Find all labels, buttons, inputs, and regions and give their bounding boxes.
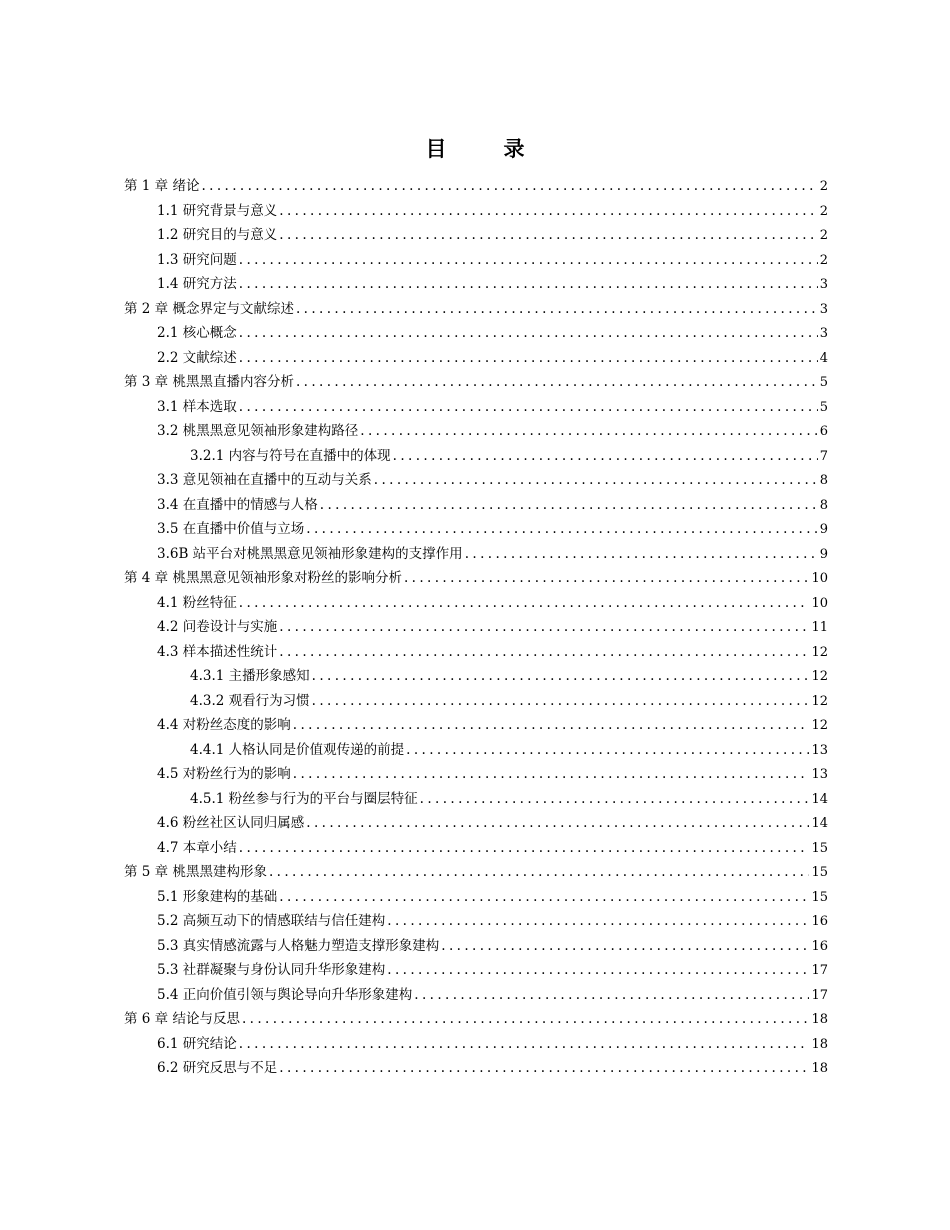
dot-leader bbox=[239, 272, 818, 297]
page-title: 目 录 bbox=[425, 137, 543, 161]
toc-entry-page-number: 16 bbox=[811, 938, 828, 954]
toc-entry[interactable] bbox=[124, 615, 828, 640]
dot-leader bbox=[420, 787, 810, 812]
toc-entry-page-number: 17 bbox=[811, 963, 828, 978]
toc-entry-label: 4.7 本章小结 bbox=[157, 839, 237, 856]
toc-entry[interactable] bbox=[124, 664, 828, 689]
toc-entry-page-number: 5 bbox=[819, 399, 828, 415]
toc-entry-page-number: 12 bbox=[811, 644, 828, 660]
toc-entry-label: 1.3 研究问题 bbox=[157, 251, 237, 268]
toc-entry[interactable] bbox=[124, 811, 828, 836]
toc-entry[interactable] bbox=[124, 199, 828, 224]
toc-entry-label: 3.5 在直播中价值与立场 bbox=[157, 521, 305, 537]
toc-entry-page-number: 8 bbox=[819, 473, 828, 488]
dot-leader bbox=[242, 1007, 809, 1032]
toc-entry-page-number: 2 bbox=[819, 203, 828, 219]
toc-entry-page-number: 15 bbox=[811, 865, 828, 880]
toc-entry-label: 4.5 对粉丝行为的影响 bbox=[157, 766, 291, 782]
toc-entry-page-number: 13 bbox=[811, 742, 828, 758]
dot-leader bbox=[269, 860, 809, 885]
dot-leader bbox=[279, 223, 817, 248]
toc-entry[interactable] bbox=[124, 885, 828, 910]
toc-entry[interactable] bbox=[124, 983, 828, 1008]
dot-leader bbox=[239, 346, 818, 371]
dot-leader bbox=[279, 199, 817, 224]
toc-entry-page-number: 18 bbox=[811, 1036, 828, 1052]
toc-entry-label: 4.3 样本描述性统计 bbox=[157, 643, 278, 660]
toc-entry[interactable] bbox=[124, 321, 828, 346]
toc-entry-page-number: 3 bbox=[819, 301, 828, 317]
toc-entry[interactable] bbox=[124, 174, 828, 199]
toc-entry-label: 4.5.1 粉丝参与行为的平台与圈层特征 bbox=[190, 790, 418, 807]
toc-entry[interactable] bbox=[124, 958, 828, 983]
toc-entry-page-number: 2 bbox=[819, 252, 828, 268]
toc-entry-page-number: 8 bbox=[819, 497, 828, 513]
dot-leader bbox=[414, 983, 809, 1008]
dot-leader bbox=[320, 493, 818, 518]
dot-leader bbox=[239, 321, 818, 346]
toc-entry-page-number: 12 bbox=[811, 693, 828, 709]
toc-entry-label: 3.3 意见领袖在直播中的互动与关系 bbox=[157, 472, 372, 488]
toc-entry-page-number: 9 bbox=[819, 522, 828, 537]
toc-entry[interactable] bbox=[124, 272, 828, 297]
toc-entry[interactable] bbox=[124, 787, 828, 812]
toc-entry-page-number: 12 bbox=[811, 669, 828, 684]
toc-entry[interactable] bbox=[124, 346, 828, 371]
toc-entry-label: 4.4.1 人格认同是价值观传递的前提 bbox=[190, 741, 405, 758]
toc-entry-label: 4.4 对粉丝态度的影响 bbox=[157, 717, 291, 733]
dot-leader bbox=[306, 517, 817, 542]
toc-entry-label: 5.3 真实情感流露与人格魅力塑造支撑形象建构 bbox=[157, 937, 440, 954]
toc-entry-label: 4.3.1 主播形象感知 bbox=[190, 668, 310, 684]
toc-entry-page-number: 16 bbox=[811, 914, 828, 929]
toc-entry-label: 第 2 章 概念界定与文献综述 bbox=[124, 300, 294, 317]
toc-entry-page-number: 17 bbox=[811, 987, 828, 1003]
dot-leader bbox=[387, 909, 809, 934]
toc-entry[interactable] bbox=[124, 909, 828, 934]
toc-entry[interactable] bbox=[124, 370, 828, 395]
dot-leader bbox=[239, 395, 818, 420]
toc-entry-label: 6.1 研究结论 bbox=[157, 1035, 237, 1052]
toc-entry[interactable] bbox=[124, 934, 828, 959]
toc-entry-label: 6.2 研究反思与不足 bbox=[157, 1060, 278, 1076]
toc-entry-page-number: 18 bbox=[811, 1012, 828, 1027]
toc-entry[interactable] bbox=[124, 689, 828, 714]
toc-entry[interactable] bbox=[124, 468, 828, 493]
dot-leader bbox=[306, 811, 809, 836]
toc-entry-label: 3.1 样本选取 bbox=[157, 398, 237, 415]
toc-entry[interactable] bbox=[124, 444, 828, 469]
dot-leader bbox=[239, 248, 818, 273]
toc-entry-label: 2.1 核心概念 bbox=[157, 325, 237, 341]
dot-leader bbox=[312, 689, 810, 714]
toc-entry-page-number: 14 bbox=[811, 816, 828, 831]
toc-entry[interactable] bbox=[124, 419, 828, 444]
dot-leader bbox=[296, 297, 818, 322]
toc-entry-page-number: 11 bbox=[811, 620, 828, 635]
toc-entry[interactable] bbox=[124, 591, 828, 616]
toc-entry-label: 3.2 桃黑黑意见领袖形象建构路径 bbox=[157, 423, 359, 439]
toc-entry-page-number: 2 bbox=[819, 179, 828, 194]
dot-leader bbox=[239, 1032, 810, 1057]
toc-entry-label: 4.2 问卷设计与实施 bbox=[157, 619, 278, 635]
toc-entry[interactable] bbox=[124, 542, 828, 567]
toc-entry[interactable] bbox=[124, 640, 828, 665]
toc-entry-label: 1.4 研究方法 bbox=[157, 276, 237, 292]
toc-entry[interactable] bbox=[124, 223, 828, 248]
table-of-contents bbox=[124, 174, 828, 1081]
toc-entry-page-number: 2 bbox=[819, 228, 828, 243]
toc-entry[interactable] bbox=[124, 248, 828, 273]
toc-entry-page-number: 15 bbox=[811, 889, 828, 905]
toc-entry[interactable] bbox=[124, 297, 828, 322]
dot-leader bbox=[279, 1056, 809, 1081]
toc-entry-page-number: 6 bbox=[819, 424, 828, 439]
toc-entry-page-number: 15 bbox=[811, 840, 828, 856]
dot-leader bbox=[296, 370, 818, 395]
dot-leader bbox=[465, 542, 818, 567]
toc-entry[interactable] bbox=[124, 713, 828, 738]
dot-leader bbox=[239, 591, 810, 616]
toc-entry-label: 2.2 文献综述 bbox=[157, 349, 237, 366]
toc-entry-label: 第 4 章 桃黑黑意见领袖形象对粉丝的影响分析 bbox=[124, 570, 402, 586]
toc-entry[interactable] bbox=[124, 762, 828, 787]
dot-leader bbox=[293, 762, 810, 787]
dot-leader bbox=[293, 713, 810, 738]
toc-entry[interactable] bbox=[124, 517, 828, 542]
toc-entry-label: 1.2 研究目的与意义 bbox=[157, 227, 278, 243]
toc-entry-label: 第 1 章 绪论 bbox=[124, 178, 200, 194]
toc-entry-page-number: 9 bbox=[819, 546, 828, 562]
toc-entry[interactable] bbox=[124, 1007, 828, 1032]
toc-entry-label: 4.3.2 观看行为习惯 bbox=[190, 692, 310, 709]
toc-entry[interactable] bbox=[124, 1032, 828, 1057]
dot-leader bbox=[441, 934, 809, 959]
toc-entry-page-number: 14 bbox=[811, 791, 828, 807]
toc-entry-page-number: 4 bbox=[819, 350, 828, 366]
toc-entry-label: 5.2 高频互动下的情感联结与信任建构 bbox=[157, 913, 386, 929]
dot-leader bbox=[404, 566, 809, 591]
dot-leader bbox=[239, 836, 810, 861]
dot-leader bbox=[387, 958, 809, 983]
toc-entry-label: 1.1 研究背景与意义 bbox=[157, 202, 278, 219]
toc-entry-label: 3.4 在直播中的情感与人格 bbox=[157, 496, 318, 513]
dot-leader bbox=[279, 885, 809, 910]
dot-leader bbox=[406, 738, 809, 763]
toc-entry[interactable] bbox=[124, 395, 828, 420]
dot-leader bbox=[393, 444, 818, 469]
toc-entry-page-number: 12 bbox=[811, 718, 828, 733]
toc-entry-label: 3.2.1 内容与符号在直播中的体现 bbox=[190, 447, 391, 464]
toc-entry-page-number: 3 bbox=[819, 326, 828, 341]
toc-entry[interactable] bbox=[124, 1056, 828, 1081]
toc-entry-label: 第 3 章 桃黑黑直播内容分析 bbox=[124, 374, 294, 390]
toc-entry[interactable] bbox=[124, 493, 828, 518]
toc-entry-label: 4.6 粉丝社区认同归属感 bbox=[157, 815, 305, 831]
dot-leader bbox=[279, 640, 809, 665]
toc-entry[interactable] bbox=[124, 566, 828, 591]
toc-entry-label: 5.4 正向价值引领与舆论导向升华形象建构 bbox=[157, 986, 413, 1003]
toc-entry-page-number: 10 bbox=[811, 571, 828, 586]
dot-leader bbox=[279, 615, 809, 640]
toc-entry-label: 5.1 形象建构的基础 bbox=[157, 888, 278, 905]
toc-entry-label: 第 5 章 桃黑黑建构形象 bbox=[124, 864, 267, 880]
toc-entry[interactable] bbox=[124, 860, 828, 885]
toc-entry-page-number: 10 bbox=[811, 595, 828, 611]
dot-leader bbox=[201, 174, 817, 199]
toc-entry-page-number: 7 bbox=[819, 448, 828, 464]
toc-entry[interactable] bbox=[124, 738, 828, 763]
dot-leader bbox=[374, 468, 818, 493]
toc-entry-label: 第 6 章 结论与反思 bbox=[124, 1011, 240, 1027]
dot-leader bbox=[312, 664, 810, 689]
toc-entry-label: 5.3 社群凝聚与身份认同升华形象建构 bbox=[157, 962, 386, 978]
toc-entry-page-number: 3 bbox=[819, 277, 828, 292]
toc-entry-label: 4.1 粉丝特征 bbox=[157, 594, 237, 611]
toc-entry[interactable] bbox=[124, 836, 828, 861]
toc-entry-page-number: 18 bbox=[811, 1061, 828, 1076]
toc-entry-page-number: 13 bbox=[811, 767, 828, 782]
dot-leader bbox=[360, 419, 817, 444]
toc-entry-label: 3.6B 站平台对桃黑黑意见领袖形象建构的支撑作用 bbox=[157, 545, 463, 562]
toc-entry-page-number: 5 bbox=[819, 375, 828, 390]
